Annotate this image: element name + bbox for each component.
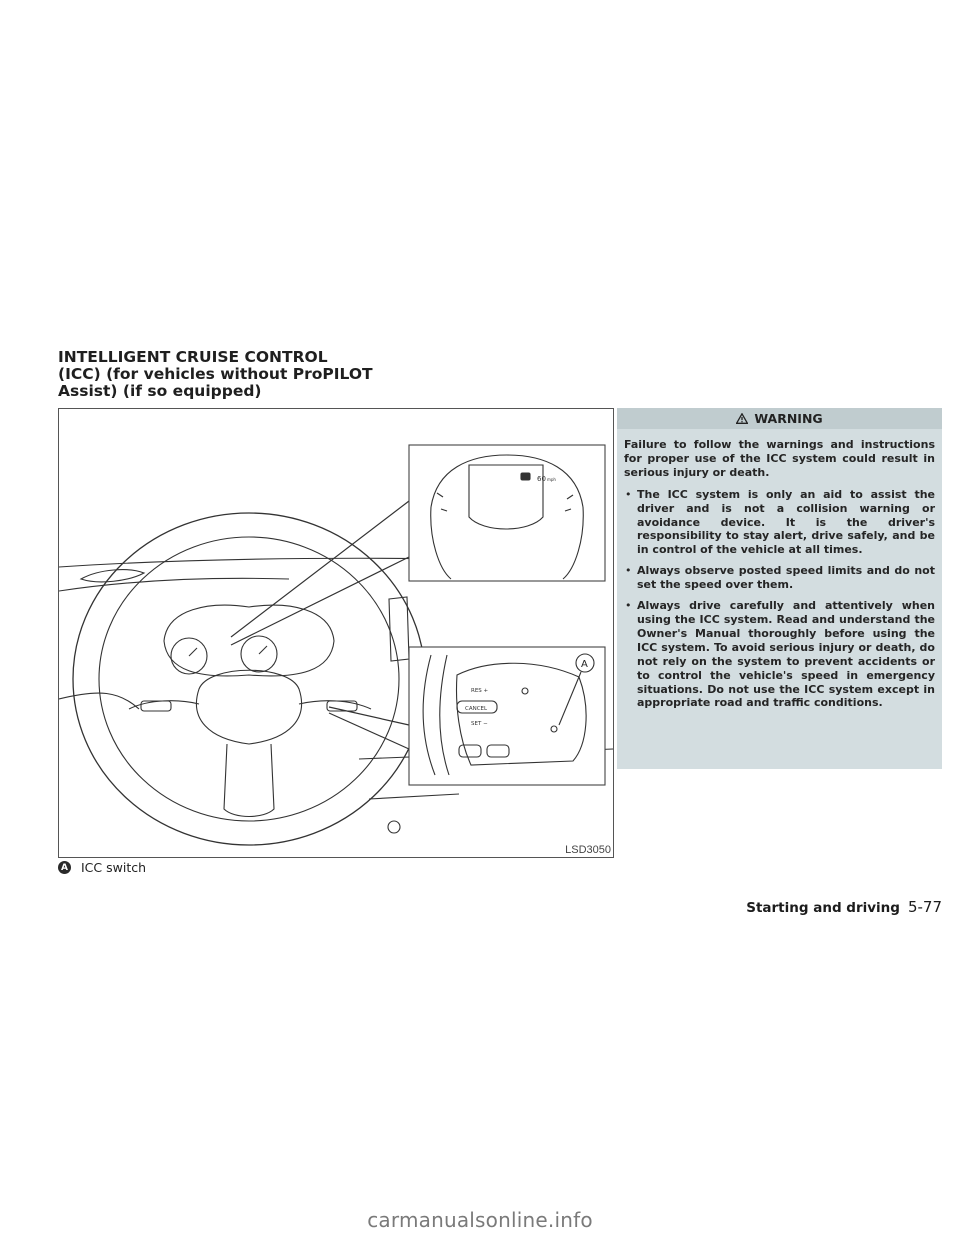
watermark: carmanualsonline.info	[367, 1208, 593, 1232]
warning-bullet: • Always observe posted speed limits and do not set the speed over them.	[624, 564, 935, 592]
air-vent-left	[81, 570, 144, 582]
figure-code: LSD3050	[565, 844, 611, 856]
caption-marker-icon: A	[58, 861, 71, 874]
left-switch-pad	[141, 701, 171, 711]
dash-line	[59, 558, 459, 567]
warning-header	[617, 408, 942, 429]
leader-line-display	[231, 557, 409, 645]
gauge-right-needle	[259, 646, 267, 654]
cancel-label: CANCEL	[465, 706, 488, 712]
gauge-left-needle	[189, 648, 197, 656]
steering-hub	[196, 670, 301, 744]
section-title-line-2: (ICC) (for vehicles without ProPILOT	[58, 365, 373, 383]
warning-heading: WARNING	[754, 411, 823, 426]
steering-rim-inner	[99, 537, 399, 821]
warning-list	[624, 488, 935, 711]
icc-illustration	[58, 408, 614, 858]
res-label: RES +	[471, 688, 489, 694]
ignition-button	[388, 821, 400, 833]
warning-bullet: • The ICC system is only an aid to assist the driver and is not a collision warning or avoidance device. It is the driver's responsibility to stay alert, drive safely, and be in control of the vehicle at all times.	[624, 488, 935, 558]
inset-switch	[409, 647, 605, 785]
warning-body	[617, 429, 942, 710]
leader-line-switch	[329, 713, 409, 749]
page-number: 5-77	[907, 898, 942, 916]
warning-intro: Failure to follow the warnings and instructions for proper use of the ICC system could result in serious injury or death.	[624, 438, 935, 479]
spoke-left	[129, 701, 199, 709]
section-title-line-1: INTELLIGENT CRUISE CONTROL	[58, 348, 328, 366]
callout-letter: A	[581, 659, 588, 670]
section-title-line-3: Assist) (if so equipped)	[58, 382, 262, 400]
air-vent-right	[389, 597, 409, 661]
speed-unit: mph	[547, 477, 556, 482]
warning-bullet: • Always drive carefully and attentively when using the ICC system. Read and understand the Owner's Manual thoroughly before using the ICC system. To avoid serious injury or death, do not rely on the system to prevent accidents or to control the vehicle's speed in emergency situations. Do not use the ICC system except in appropriate road and traffic conditions.	[624, 599, 935, 710]
section-title	[58, 349, 478, 400]
page-footer	[746, 898, 942, 916]
speed-value: 60	[537, 475, 546, 483]
footer-section-name: Starting and driving	[746, 900, 900, 916]
gauge-hood	[164, 605, 334, 676]
dash-line	[59, 578, 289, 591]
set-label: SET −	[471, 721, 488, 727]
steering-wheel-drawing	[59, 409, 613, 857]
leader-line-switch	[329, 707, 409, 725]
warning-triangle-icon	[736, 413, 748, 424]
dash-line	[369, 794, 459, 799]
dash-line	[59, 693, 139, 709]
spoke-bottom	[224, 744, 274, 817]
caption-text: ICC switch	[81, 860, 147, 875]
car-ahead-icon	[521, 473, 530, 480]
warning-box	[617, 408, 942, 769]
figure-caption	[58, 860, 146, 875]
